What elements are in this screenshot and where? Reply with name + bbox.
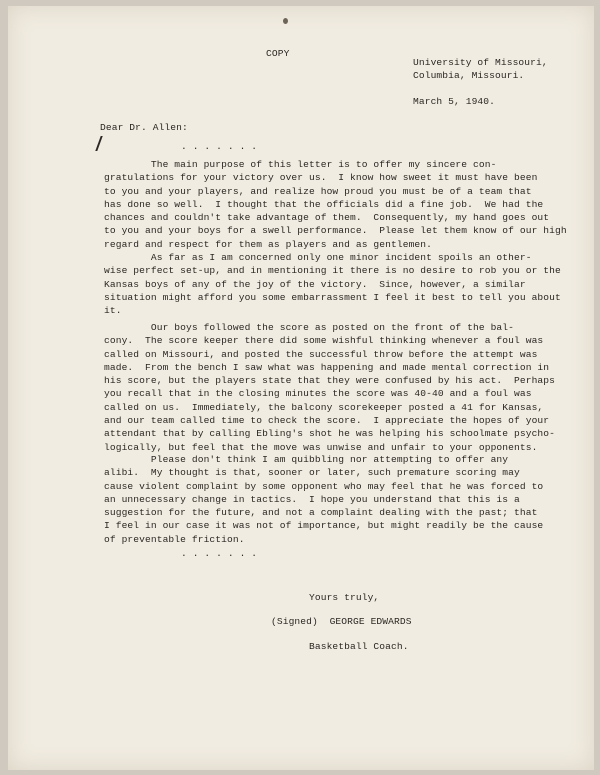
address-line-2: Columbia, Missouri. [413,70,525,81]
letter-date: March 5, 1940. [413,96,496,107]
salutation: Dear Dr. Allen: [100,122,188,133]
paragraph-3: Our boys followed the score as posted on the front of the bal- cony. The score keeper there did some wishful thinking whenever a foul was called on Missouri, and posted the successful throw before the attempt was made. From the bench I saw what was happening and made mental correction in his score, but the players state that they were confused by his act. Perhaps you recall that in the closing minutes the score was 40-40 and a foul was called on us. Immediately, the balcony scorekeeper posted a 41 for Kansas, and our team called time to check the score. I appreciate the hopes of your attendant that by calling Ebling's shot he was helping his schoolmate psycho- logically, but feel that the move was unwise and unfair to your opponents. [104,322,556,453]
signature: (Signed) GEORGE EDWARDS [271,616,412,627]
paragraph-4: Please don't think I am quibbling nor attempting to offer any alibi. My thought is that, sooner or later, such premature scoring may cause violent complaint by some opponent who may feel that he was forced to an unnecessary change in tactics. I hope you understand that this is a suggestion for the future, and not a complaint dealing with the past; that I feel in our case it was not of importance, but might readily be the cause of preventable friction. [104,454,544,545]
signer-title: Basketball Coach. [309,641,409,652]
paragraph-2: As far as I am concerned only one minor incident spoils an other- wise perfect set-up, and in mentioning it there is no desire to rob you or the Kansas boys of any of the joy of the victory. Since, however, a similar situation might afford you some embarrassment I feel it best to tell you about it. [104,252,561,317]
paragraph-1: The main purpose of this letter is to offer my sincere con- gratulations for your victory over us. I know how sweet it must have been to you and your players, and realize how proud you must be of a team that has done so well. I thought that the officials did a fine job. We had the chances and couldn't take advantage of them. Consequently, my hand goes out to you and your boys for a swell performance. Please let them know of our high regard and respect for them as players and as gentlemen. [104,159,567,250]
separator-bottom: . . . . . . . [181,548,258,559]
copy-label: COPY [266,48,290,59]
punch-mark [283,18,288,24]
closing: Yours truly, [309,592,380,603]
separator-top: . . . . . . . [181,141,258,152]
address-line-1: University of Missouri, [413,57,548,68]
